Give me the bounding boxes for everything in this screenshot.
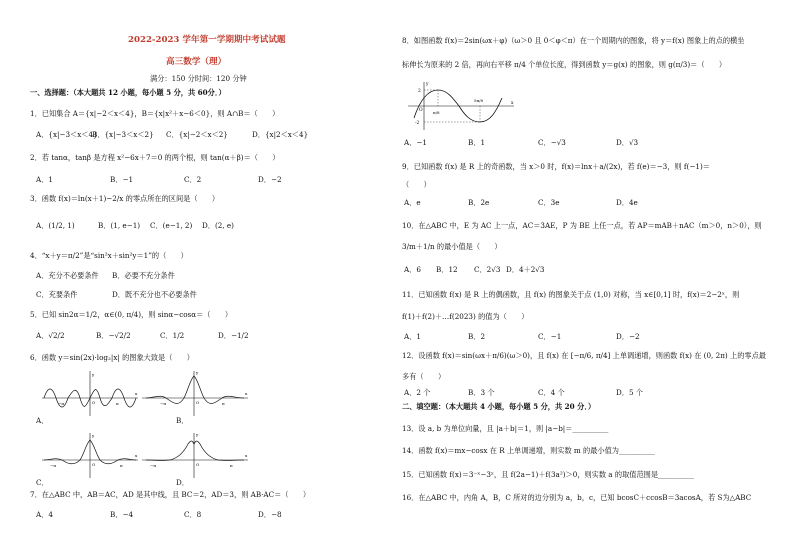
q4-option-b: B．必要不充分条件	[112, 271, 175, 280]
q6a-x-label: x	[135, 391, 138, 396]
q7-stem: 7．在△ABC 中，AB＝AC，AD 是其中线，且 BC＝2，AD＝3，则 AB·AC＝（ ）	[30, 490, 311, 499]
q6-label-b: B．	[176, 416, 189, 425]
q11-option-b: B．2	[468, 332, 486, 341]
q4-option-d: D．既不充分也不必要条件	[112, 290, 197, 299]
q1-option-a: A．{x|−3＜x＜4}	[36, 130, 98, 139]
exam-title: 2022-2023 学年第一学期期中考试试题	[128, 35, 286, 45]
q7-option-b: B．−4	[110, 510, 134, 519]
q6a-origin: O	[92, 400, 96, 405]
q12-option-d: D．5 个	[616, 388, 643, 397]
q9-option-d: D．4e	[616, 198, 638, 207]
q15-stem: 15．已知函数 f(x)＝3⁻ˣ−3ˣ，且 f(2a−1)＋f(3a²)＞0，则实数 a 的取值范围是__________	[402, 470, 694, 479]
q11-stem-line1: 11．已知函数 f(x) 是 R 上的偶函数，且 f(x) 的图象关于点 (1,0) 对称，当 x∈[0,1] 时，f(x)＝2−2ˣ，则	[402, 290, 740, 299]
q8-origin: O	[419, 108, 423, 113]
q6-graph-b	[140, 368, 250, 418]
q11-option-a: A．1	[404, 332, 421, 341]
q8-option-a: A．−1	[404, 138, 427, 147]
q4-option-c: C．充要条件	[36, 290, 78, 299]
q2-stem: 2．若 tanα，tanβ 是方程 x²−6x＋7＝0 的两个根，则 tan(α＋β)＝（ ）	[30, 153, 280, 162]
q5-stem: 5．已知 sin2α＝1/2，α∈(0, π/4)，则 sinα−cosα＝（ ）	[30, 310, 233, 319]
q10-stem-line1: 10．在△ABC 中，E 为 AC 上一点，AC＝3AE，P 为 BE 上任一点，若 AP＝mAB＋nAC（m＞0，n＞0），则	[402, 221, 762, 230]
q6-graph-a	[40, 368, 140, 418]
q7-option-a: A．4	[36, 510, 53, 519]
q7-option-d: D．−8	[258, 510, 282, 519]
q6d-neg-pi: −π	[150, 463, 156, 468]
q8-stem-line2: 标伸长为原来的 2 倍，再向右平移 π/4 个单位长度，得到函数 y＝g(x) 的图象，则 g(π/3)＝（ ）	[402, 60, 727, 69]
q10-option-a: A．6	[404, 265, 421, 274]
q8-y-max: 2	[418, 89, 421, 94]
q9-stem-line2: （ ）	[402, 180, 431, 189]
q2-option-c: C．2	[184, 175, 202, 184]
q9-option-c: C．3e	[538, 198, 560, 207]
q6d-y-label: y	[196, 432, 199, 437]
q6b-x-label: x	[245, 391, 248, 396]
q2-option-b: B．−1	[110, 175, 134, 184]
q8-option-d: D．√3	[616, 138, 639, 147]
q3-option-d: D．(2, e)	[202, 221, 234, 230]
q6c-origin: O	[92, 462, 96, 467]
q10-option-d: D．4＋2√3	[506, 265, 545, 274]
q1-option-d: D．{x|2＜x＜4}	[252, 130, 309, 139]
q6c-neg-pi: −π	[50, 463, 56, 468]
q6d-origin: O	[196, 462, 200, 467]
q5-option-b: B．−√2/2	[96, 331, 131, 340]
q9-option-a: A．e	[404, 198, 421, 207]
q2-option-a: A．1	[36, 175, 53, 184]
q6a-y-label: y	[92, 372, 95, 377]
q6-label-a: A．	[36, 416, 49, 425]
q1-option-b: B．{x|−3＜x＜2}	[92, 130, 154, 139]
q4-option-a: A．充分不必要条件	[36, 271, 99, 280]
q6d-x-label: x	[245, 453, 248, 458]
exam-info: 满分：150 分时间：120 分钟	[150, 74, 247, 83]
q8-x-label: x	[511, 101, 514, 106]
q6-graph-c	[40, 430, 140, 480]
q6c-x-label: x	[135, 453, 138, 458]
q12-option-b: B．3 个	[468, 388, 495, 397]
section1-heading: 一、选择题：（本大题共 12 小题，每小题 5 分，共 60分．）	[30, 88, 226, 97]
q6b-origin: O	[196, 400, 200, 405]
q16-stem: 16．在△ABC 中，内角 A，B，C 所对的边分别为 a，b，c，已知 bcosC＋ccosB＝3acosA，若 S为△ABC	[402, 493, 752, 502]
q3-option-a: A．(1/2, 1)	[36, 221, 75, 230]
q9-option-b: B．2e	[468, 198, 490, 207]
q6-label-d: D．	[176, 478, 189, 487]
q6-label-c: C．	[36, 478, 49, 487]
q4-stem: 4．“x＋y＝π/2”是“sin²x＋sin²y＝1”的（ ）	[30, 251, 188, 260]
q8-x-mark2: 5π/8	[474, 98, 484, 103]
q12-stem-line2: 多有（ ）	[402, 372, 446, 381]
q6a-neg-pi: −π	[58, 401, 64, 406]
q8-stem-line1: 8．如图函数 f(x)＝2sin(ωx＋φ)（ω＞0 且 0＜φ＜π）在一个周期内的图象，将 y＝f(x) 图象上的点的横坐	[402, 36, 745, 45]
q3-option-b: B．(1, e−1)	[98, 221, 141, 230]
q14-stem: 14．函数 f(x)＝mx−cosx 在 R 上单调递增，则实数 m 的最小值为__________	[402, 446, 655, 455]
q8-y-label: y	[426, 82, 429, 87]
q11-stem-line2: f(1)＋f(2)＋…f(2023) 的值为（ ）	[402, 312, 529, 321]
q10-stem-line2: 3/m＋1/n 的最小值是（ ）	[402, 242, 502, 251]
q3-option-c: C．(e−1, 2)	[150, 221, 193, 230]
q6d-pi: π	[230, 463, 233, 468]
q7-option-c: C．8	[184, 510, 202, 519]
q13-stem: 13．设 a, b 为单位向量，且 |a＋b|＝1，则 |a−b|＝__________	[402, 424, 609, 433]
q9-stem-line1: 9．已知函数 f(x) 是 R 上的奇函数，当 x＞0 时，f(x)＝lnx＋a/(2x)，若 f(e)＝−3，则 f(−1)＝	[402, 162, 710, 171]
q6-graph-d	[140, 430, 250, 480]
q12-stem-line1: 12．设函数 f(x)＝sin(ωx＋π/6)(ω＞0)，且 f(x) 在 [−π/6, π/4] 上单调递增，则函数 f(x) 在 (0, 2π) 上的零点最	[402, 351, 766, 360]
q6-stem: 6．函数 y＝sin(2x)·log₂|x| 的图象大致是（ ）	[30, 353, 194, 362]
section2-heading: 二、填空题：（本大题共 4 小题，每小题 5 分，共 20 分．）	[402, 402, 596, 411]
q6c-y-label: y	[92, 433, 95, 438]
q6a-pi: π	[116, 401, 119, 406]
q8-x-mark1: π/8	[433, 110, 440, 115]
exam-subject: 高三数学（理）	[166, 57, 227, 67]
q11-option-c: C．−1	[538, 332, 562, 341]
q6c-pi: π	[120, 463, 123, 468]
q6b-neg-pi: −π	[160, 401, 166, 406]
q8-option-c: C．−√3	[538, 138, 566, 147]
q2-option-d: D．−2	[258, 175, 282, 184]
q6b-pi: π	[222, 401, 225, 406]
q5-option-c: C．1/2	[160, 331, 185, 340]
q12-option-a: A．2 个	[404, 388, 431, 397]
q8-y-min: -2	[415, 121, 420, 126]
q6b-y-label: y	[196, 370, 199, 375]
q8-option-b: B．1	[468, 138, 486, 147]
q11-option-d: D．−2	[616, 332, 640, 341]
q1-option-c: C．{x|−2＜x＜2}	[166, 130, 228, 139]
q12-option-c: C．4 个	[538, 388, 565, 397]
q5-option-d: D．−1/2	[218, 331, 249, 340]
q10-option-b: B．12	[436, 265, 458, 274]
q3-stem: 3．函数 f(x)＝ln(x＋1)−2/x 的零点所在的区间是（ ）	[30, 194, 220, 203]
q8-graph	[404, 80, 516, 132]
q10-option-c: C．2√3	[474, 265, 501, 274]
q5-option-a: A．√2/2	[36, 331, 65, 340]
q1-stem: 1．已知集合 A＝{x|−2＜x＜4}，B＝{x|x²＋x−6＜0}，则 A∩B＝（ ）	[30, 109, 280, 118]
